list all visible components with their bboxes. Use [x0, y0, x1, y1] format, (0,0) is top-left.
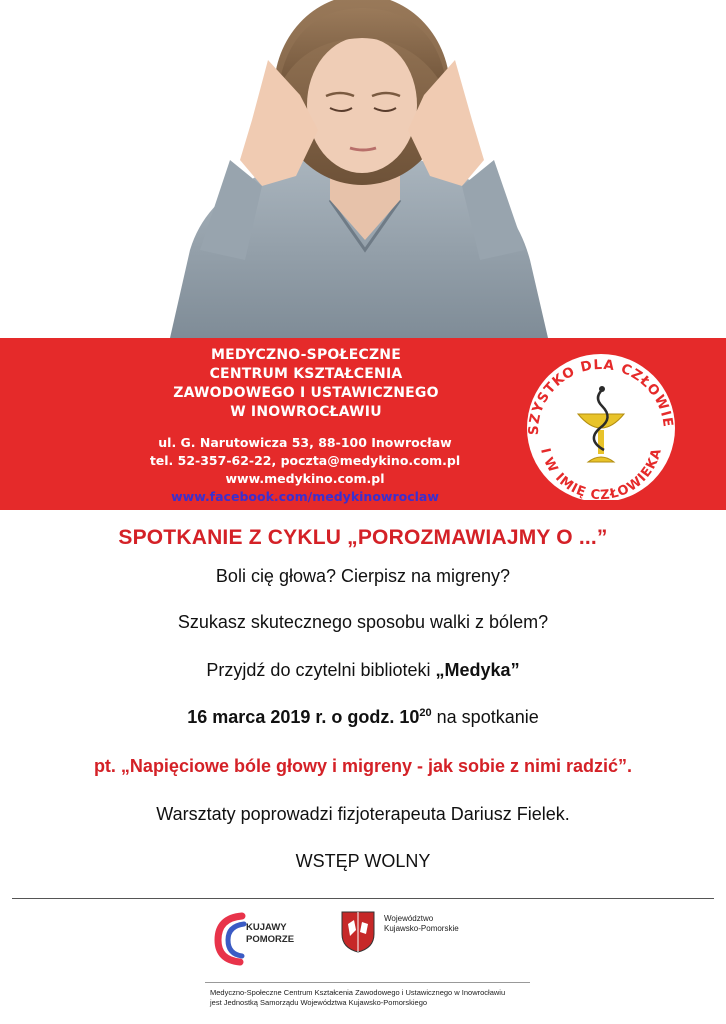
institution-name [160, 346, 452, 422]
facebook-link[interactable]: www.facebook.com/medykinowroclaw [171, 489, 439, 504]
hero-photo [0, 0, 726, 338]
event-minutes: 20 [419, 707, 432, 719]
website-link[interactable]: www.medykino.com.pl [225, 471, 385, 486]
institution-line: MEDYCZNO-SPOŁECZNE [211, 347, 401, 363]
date-line [0, 707, 726, 728]
logo-line: POMORZE [246, 934, 295, 945]
event-date: 16 marca 2019 r. o godz. 10 [187, 707, 420, 727]
seal-text-top: SZYSTKO DLA CZŁOWIE [525, 356, 676, 436]
institution-line: CENTRUM KSZTAŁCENIA [209, 366, 403, 382]
seal-text-bottom: I W IMIĘ CZŁOWIEKA [537, 446, 666, 500]
divider [12, 898, 714, 899]
footer-note [210, 988, 590, 1008]
question-line-2: Szukasz skutecznego sposobu walki z bólem? [177, 612, 549, 632]
date-suffix: na spotkanie [431, 707, 539, 727]
logo-line: Województwo [384, 914, 434, 923]
logo-line: Kujawsko-Pomorskie [384, 924, 459, 933]
school-seal [516, 350, 686, 500]
location-line [0, 660, 726, 681]
location-prefix: Przyjdź do czytelni biblioteki [206, 660, 436, 680]
entry-line: WSTĘP WOLNY [295, 851, 431, 871]
voivodeship-logo [340, 908, 510, 958]
phone-email: tel. 52-357-62-22, poczta@medykino.com.pl [149, 453, 461, 468]
footer-note-line: Medyczno-Społeczne Centrum Kształcenia Zawodowego i Ustawicznego w Inowrocławiu [210, 988, 506, 997]
address: ul. G. Narutowicza 53, 88-100 Inowrocław [158, 435, 452, 450]
kujawy-pomorze-text [246, 922, 294, 946]
footer-divider [205, 982, 530, 983]
logo-line: KUJAWY [246, 922, 287, 933]
contact-block [140, 434, 470, 506]
header-banner [0, 338, 726, 510]
institution-line: ZAWODOWEGO I USTAWICZNEGO [173, 385, 439, 401]
institution-line: W INOWROCŁAWIU [230, 404, 382, 420]
question-line: Boli cię głowa? Cierpisz na migreny? [215, 566, 511, 586]
library-name: „Medyka” [435, 660, 520, 680]
event-heading: SPOTKANIE Z CYKLU „POROZMAWIAJMY O ...” [118, 526, 608, 549]
footer-note-line: jest Jednostką Samorządu Województwa Kujawsko-Pomorskiego [210, 998, 428, 1007]
event-title: pt. „Napięciowe bóle głowy i migreny - jak sobie z nimi radzić”. [93, 756, 633, 776]
kujawy-pomorze-logo [212, 908, 332, 968]
workshop-line: Warsztaty poprowadzi fizjoterapeuta Dariusz Fielek. [156, 804, 570, 824]
voivodeship-text [384, 914, 459, 934]
